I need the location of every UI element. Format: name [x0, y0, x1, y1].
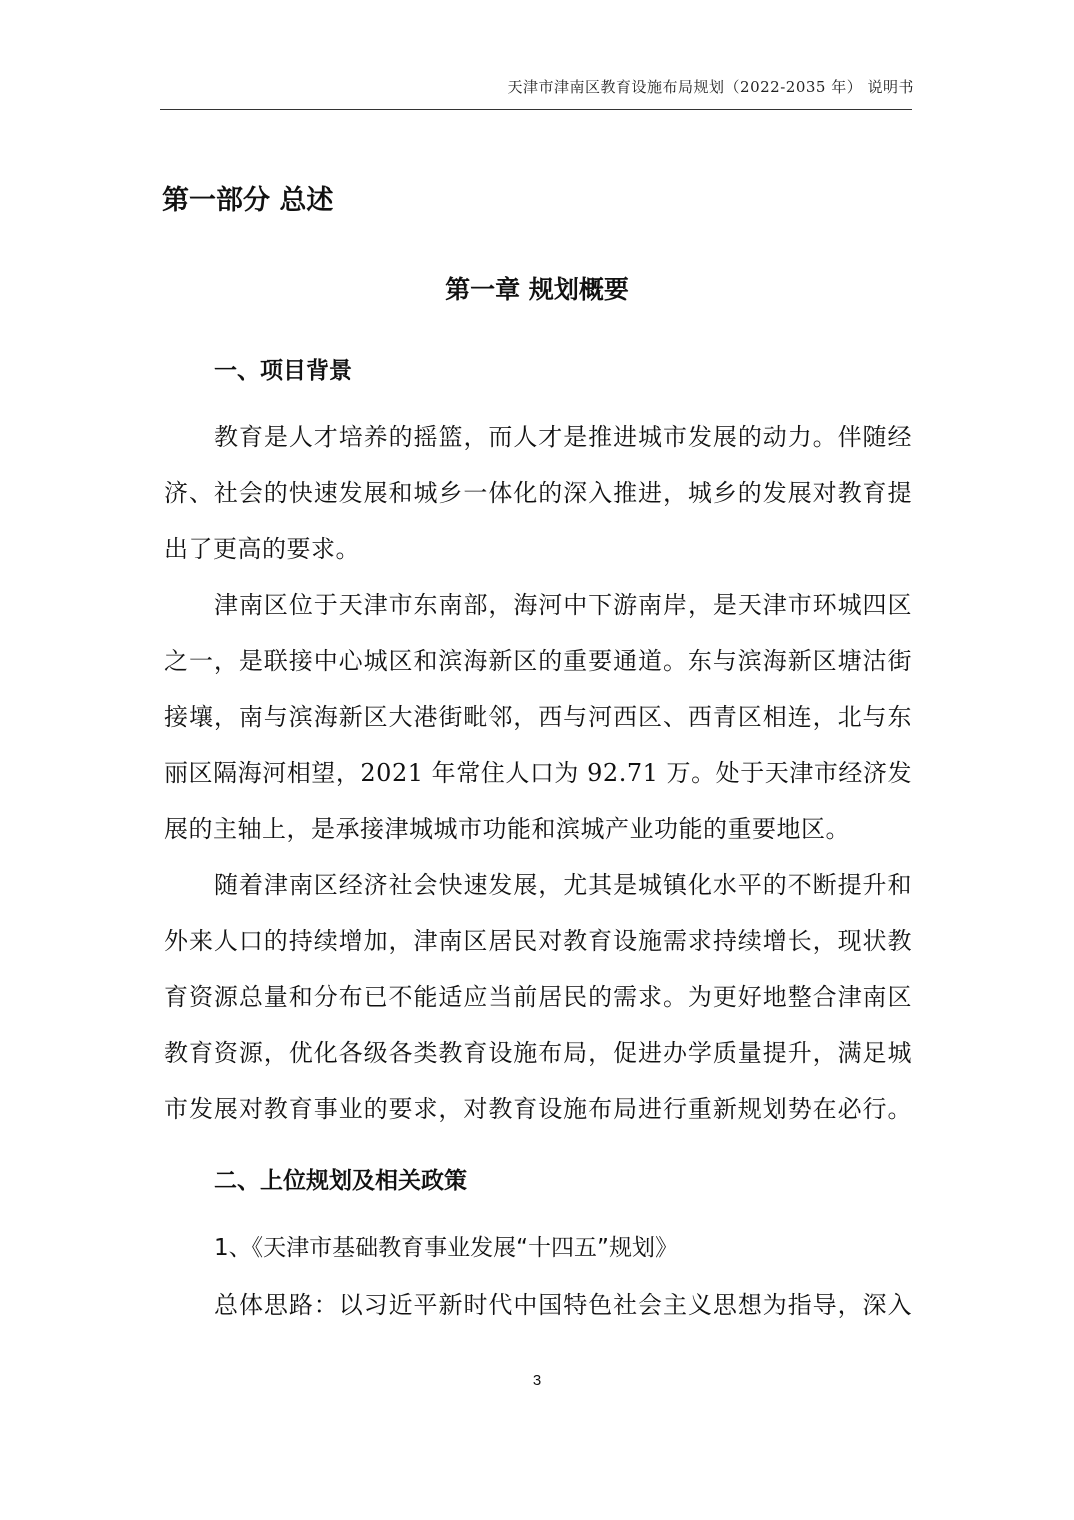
paragraph-line: 津南区位于天津市东南部，海河中下游南岸，是天津市环城四区 — [214, 591, 912, 619]
chapter-title: 第一章 规划概要 — [445, 275, 629, 304]
paragraph-line: 丽区隔海河相望，2021 年常住人口为 92.71 万。处于天津市经济发 — [164, 759, 912, 787]
paragraph-line: 外来人口的持续增加，津南区居民对教育设施需求持续增长，现状教 — [164, 927, 912, 955]
paragraph-line: 之一，是联接中心城区和滨海新区的重要通道。东与滨海新区塘沽街 — [164, 647, 912, 675]
paragraph-line: 教育是人才培养的摇篮，而人才是推进城市发展的动力。伴随经 — [214, 423, 912, 451]
document-header: 天津市津南区教育设施布局规划（2022-2035 年） 说明书 — [507, 78, 914, 96]
header-divider — [160, 109, 912, 110]
subsection-heading-plan-1: 1、《天津市基础教育事业发展“十四五”规划》 — [214, 1235, 678, 1261]
paragraph-line: 出了更高的要求。 — [164, 535, 360, 563]
paragraph-line: 育资源总量和分布已不能适应当前居民的需求。为更好地整合津南区 — [164, 983, 912, 1011]
paragraph-line: 总体思路：以习近平新时代中国特色社会主义思想为指导，深入 — [214, 1291, 912, 1319]
paragraph-line: 教育资源，优化各级各类教育设施布局，促进办学质量提升，满足城 — [164, 1039, 912, 1067]
paragraph-line: 接壤，南与滨海新区大港街毗邻，西与河西区、西青区相连，北与东 — [164, 703, 912, 731]
paragraph-line: 市发展对教育事业的要求，对教育设施布局进行重新规划势在必行。 — [164, 1095, 912, 1123]
part-title: 第一部分 总述 — [162, 185, 334, 216]
paragraph-line: 随着津南区经济社会快速发展，尤其是城镇化水平的不断提升和 — [214, 871, 912, 899]
paragraph-line: 济、社会的快速发展和城乡一体化的深入推进，城乡的发展对教育提 — [164, 479, 912, 507]
paragraph-line: 展的主轴上，是承接津城城市功能和滨城产业功能的重要地区。 — [164, 815, 850, 843]
section-heading-background: 一、项目背景 — [214, 358, 352, 384]
page-number: 3 — [532, 1372, 542, 1389]
section-heading-upper-plan: 二、上位规划及相关政策 — [214, 1168, 467, 1194]
